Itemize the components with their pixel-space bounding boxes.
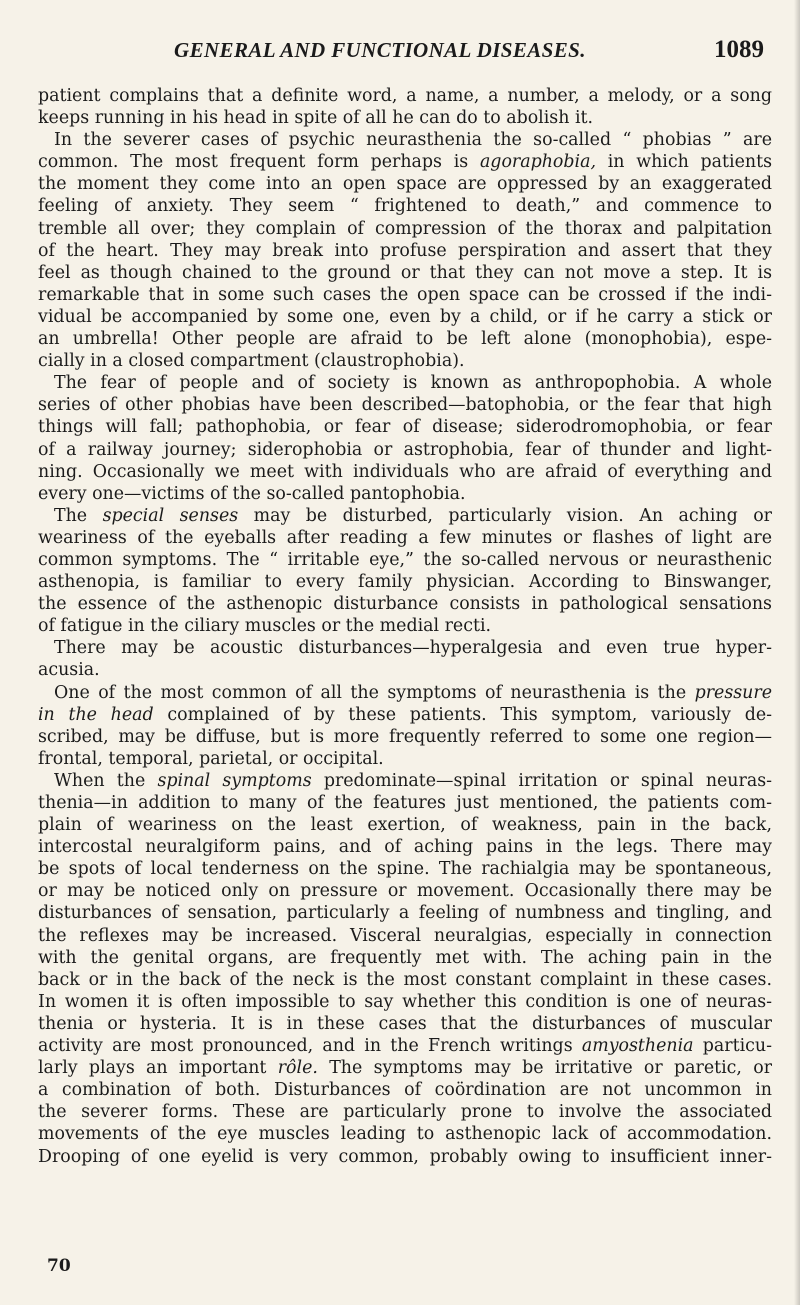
text-line: activity are most pronounced, and in the French writings amyosthenia particu- xyxy=(38,1036,772,1057)
text-line: common symptoms. The “ irritable eye,” the so-called nervous or neurasthenic xyxy=(38,549,772,570)
text-line: every one—victims of the so-called pantophobia. xyxy=(38,483,466,504)
text-line: acusia. xyxy=(38,660,100,681)
text-line: thenia—in addition to many of the features just mentioned, the patients com- xyxy=(38,793,772,813)
text-line: be spots of local tenderness on the spine. The rachialgia may be spontaneous, xyxy=(38,859,772,880)
page-edge-shadow xyxy=(794,0,800,1305)
text-line: common. The most frequent form perhaps is agoraphobia, in which patients xyxy=(38,152,772,173)
text-line: cially in a closed compartment (claustrophobia). xyxy=(38,351,465,372)
text-line: weariness of the eyeballs after reading a few minutes or flashes of light are xyxy=(38,527,772,548)
text-line: in the head complained of by these patients. This symptom, variously de- xyxy=(38,704,772,725)
text-line: feeling of anxiety. They seem “ frightened to death,” and commence to xyxy=(38,196,772,217)
text-line: the essence of the asthenopic disturbance consists in pathological sensations xyxy=(38,594,772,615)
text-line: the severer forms. These are particularly prone to involve the associated xyxy=(38,1102,772,1123)
text-line: feel as though chained to the ground or that they can not move a step. It is xyxy=(38,262,772,283)
text-line: scribed, may be diffuse, but is more frequently referred to some one region— xyxy=(38,726,772,747)
text-line: of a railway journey; siderophobia or astrophobia, fear of thunder and light- xyxy=(38,439,772,460)
text-line: One of the most common of all the symptoms of neurasthenia is the pressure xyxy=(54,682,772,703)
text-line: The special senses may be disturbed, particularly vision. An aching or xyxy=(54,505,772,526)
text-line: patient complains that a definite word, a name, a number, a melody, or a song xyxy=(38,86,772,106)
text-line: In women it is often impossible to say whether this condition is one of neuras- xyxy=(38,991,772,1012)
text-line: When the spinal symptoms predominate—spinal irritation or spinal neuras- xyxy=(54,770,772,791)
text-line: intercostal neuralgiform pains, and of aching pains in the legs. There may xyxy=(38,837,772,858)
text-line: frontal, temporal, parietal, or occipital. xyxy=(38,748,384,769)
text-line: keeps running in his head in spite of all he can do to abolish it. xyxy=(38,108,594,129)
text-line: In the severer cases of psychic neurasthenia the so-called “ phobias ” are xyxy=(54,130,772,151)
text-line: remarkable that in some such cases the open space can be crossed if the indi- xyxy=(38,284,772,305)
text-line: larly plays an important rôle. The symptoms may be irritative or paretic, or xyxy=(38,1058,772,1079)
text-line: Drooping of one eyelid is very common, probably owing to insufficient inner- xyxy=(38,1146,772,1167)
text-line: of the heart. They may break into profuse perspiration and assert that they xyxy=(38,240,772,261)
running-head xyxy=(36,36,776,72)
text-line: the reflexes may be increased. Visceral neuralgias, especially in connection xyxy=(38,925,772,946)
text-line: series of other phobias have been described—batophobia, or the fear that high xyxy=(38,395,772,416)
text-line: an umbrella! Other people are afraid to be left alone (monophobia), espe- xyxy=(38,329,772,350)
text-line: asthenopia, is familiar to every family physician. According to Binswanger, xyxy=(38,572,772,593)
text-line: thenia or hysteria. It is in these cases that the disturbances of muscular xyxy=(38,1013,772,1034)
text-line: the moment they come into an open space are oppressed by an exaggerated xyxy=(38,174,772,195)
page-number: 1089 xyxy=(714,36,764,63)
text-line: with the genital organs, are frequently met with. The aching pain in the xyxy=(38,947,772,968)
text-line: disturbances of sensation, particularly a feeling of numbness and tingling, and xyxy=(38,903,772,924)
text-line: or may be noticed only on pressure or movement. Occasionally there may be xyxy=(38,881,772,902)
text-line: things will fall; pathophobia, or fear of disease; siderodromophobia, or fear xyxy=(38,417,772,438)
text-line: back or in the back of the neck is the most constant complaint in these cases. xyxy=(38,969,772,990)
text-line: of fatigue in the ciliary muscles or the medial recti. xyxy=(38,616,492,637)
text-line: plain of weariness on the least exertion, of weakness, pain in the back, xyxy=(38,815,772,836)
body-text xyxy=(38,85,772,1168)
text-line: tremble all over; they complain of compression of the thorax and palpitation xyxy=(38,218,772,239)
signature-mark: 70 xyxy=(47,1256,71,1276)
running-head-title: GENERAL AND FUNCTIONAL DISEASES. xyxy=(174,38,586,62)
text-line: vidual be accompanied by some one, even by a child, or if he carry a stick or xyxy=(38,306,772,327)
text-line: a combination of both. Disturbances of coördination are not uncommon in xyxy=(38,1080,772,1101)
text-line: movements of the eye muscles leading to asthenopic lack of accommodation. xyxy=(38,1124,772,1145)
text-line: ning. Occasionally we meet with individuals who are afraid of everything and xyxy=(38,461,772,482)
text-line: The fear of people and of society is known as anthropophobia. A whole xyxy=(54,373,772,394)
text-line: There may be acoustic disturbances—hyperalgesia and even true hyper- xyxy=(54,638,772,659)
